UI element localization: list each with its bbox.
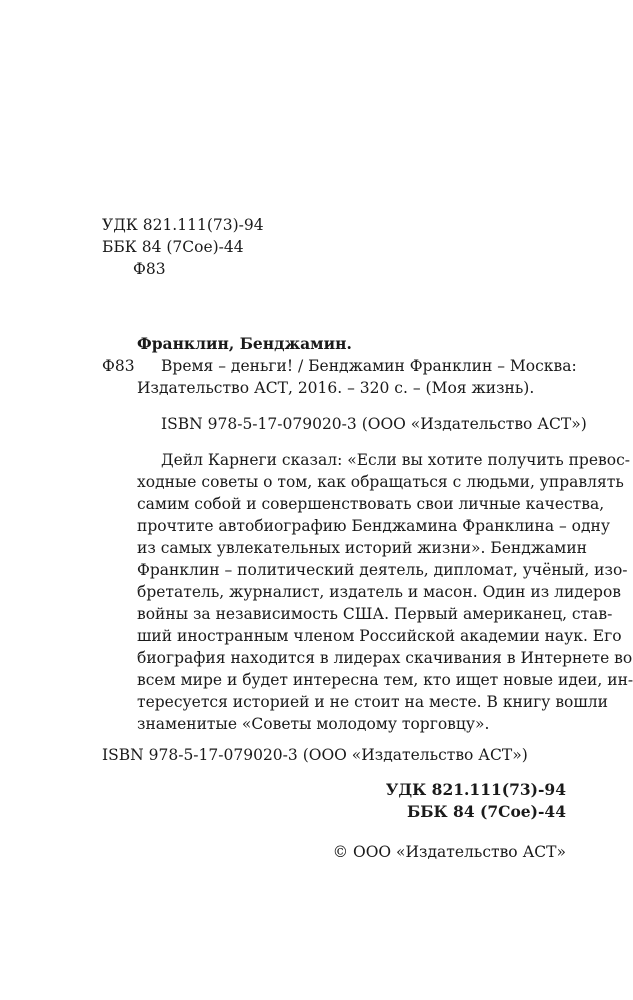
annotation-line: войны за независимость США. Первый американец, став- (137, 605, 613, 623)
annotation-line: ходные советы о том, как обращаться с людьми, управлять (137, 473, 624, 491)
record-title-line-2: Издательство АСТ, 2016. – 320 с. – (Моя жизнь). (137, 379, 535, 397)
annotation-line: из самых увлекательных историй жизни». Бенджамин (137, 539, 587, 557)
copyright: © ООО «Издательство АСТ» (332, 843, 566, 861)
annotation-line: прочтите автобиографию Бенджамина Франклина – одну (137, 517, 610, 535)
record-mark: Ф83 (102, 357, 135, 375)
bbk-bottom: ББК 84 (7Сое)-44 (407, 802, 566, 821)
isbn-bottom: ISBN 978-5-17-079020-3 (ООО «Издательство АСТ») (102, 746, 528, 764)
record-isbn: ISBN 978-5-17-079020-3 (ООО «Издательство АСТ») (161, 415, 587, 433)
annotation-line: тересуется историей и не стоит на месте. В книгу вошли (137, 693, 608, 711)
annotation (137, 449, 633, 735)
udk-bottom: УДК 821.111(73)-94 (385, 780, 566, 799)
annotation-line: всем мире и будет интересна тем, кто ищет новые идеи, ин- (137, 671, 633, 689)
annotation-line: самим собой и совершенствовать свои личные качества, (137, 495, 605, 513)
annotation-line: бретатель, журналист, издатель и масон. Один из лидеров (137, 583, 621, 601)
bbk-top: ББК 84 (7Сое)-44 (102, 238, 244, 256)
annotation-line: Франклин – политический деятель, дипломат, учёный, изо- (137, 561, 628, 579)
annotation-line: Дейл Карнеги сказал: «Если вы хотите получить превос- (161, 451, 630, 469)
record-title-line-1: Время – деньги! / Бенджамин Франклин – Москва: (161, 357, 577, 375)
annotation-line: ший иностранным членом Российской академии наук. Его (137, 627, 622, 645)
annotation-line: знаменитые «Советы молодому торговцу». (137, 715, 490, 733)
author-mark-top: Ф83 (133, 260, 166, 278)
udk-top: УДК 821.111(73)-94 (102, 216, 264, 234)
annotation-line: биография находится в лидерах скачивания в Интернете во (137, 649, 633, 667)
author-heading: Франклин, Бенджамин. (137, 334, 352, 353)
